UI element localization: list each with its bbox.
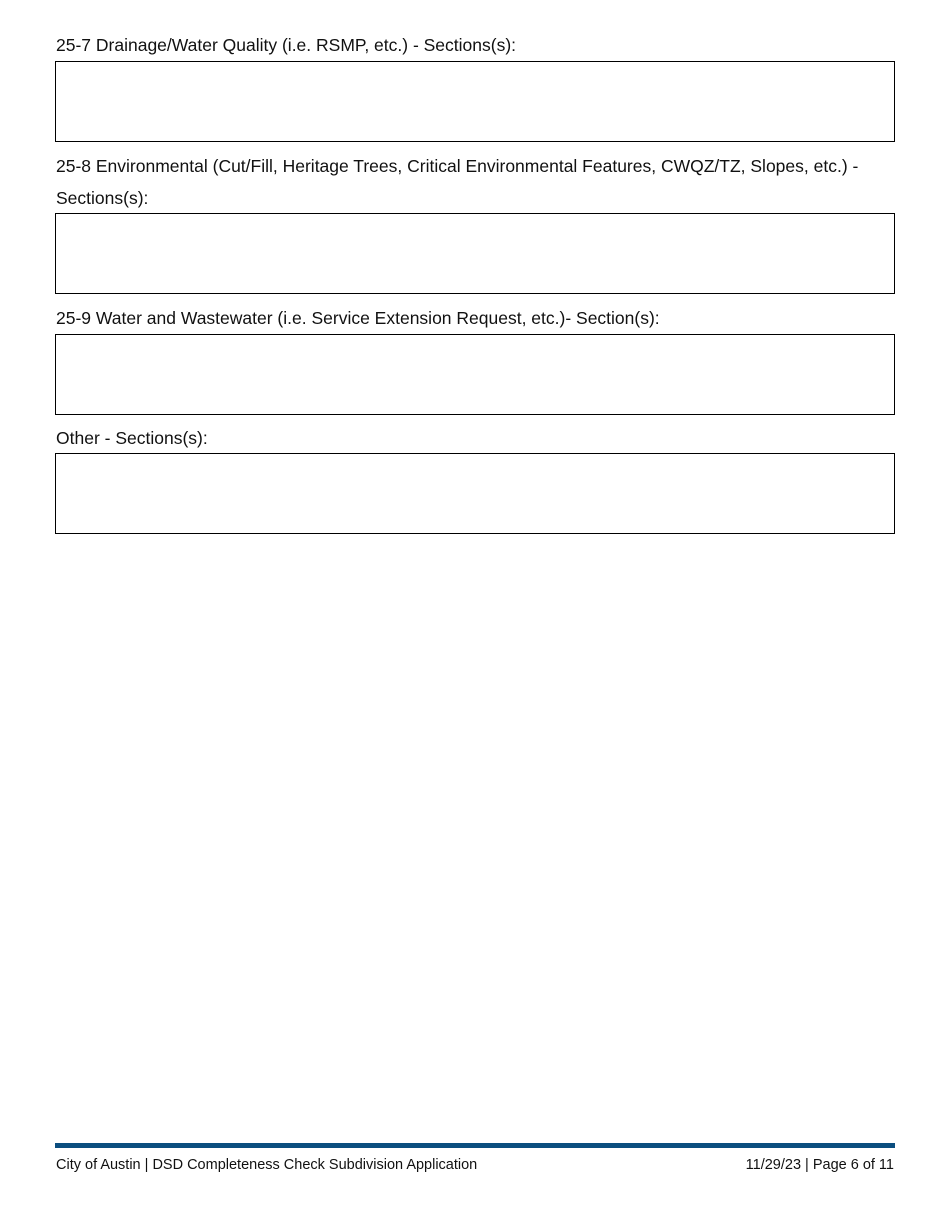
section-25-7-input[interactable] — [55, 61, 895, 142]
section-25-9-label: 25-9 Water and Wastewater (i.e. Service Extension Request, etc.)- Section(s): — [56, 308, 660, 328]
section-25-8-label: 25-8 Environmental (Cut/Fill, Heritage Trees, Critical Environmental Features, CWQZ/TZ, Slopes, etc.) - Sections(s): — [56, 156, 859, 208]
section-25-9-input[interactable] — [55, 334, 895, 415]
section-25-8-input[interactable] — [55, 213, 895, 294]
section-other-input[interactable] — [55, 453, 895, 534]
footer-rule — [55, 1143, 895, 1148]
section-other-label: Other - Sections(s): — [56, 428, 208, 448]
footer-page-info: 11/29/23 | Page 6 of 11 — [745, 1157, 894, 1173]
footer-document-title: City of Austin | DSD Completeness Check Subdivision Application — [56, 1157, 478, 1173]
section-25-7-label: 25-7 Drainage/Water Quality (i.e. RSMP, etc.) - Sections(s): — [56, 35, 517, 55]
